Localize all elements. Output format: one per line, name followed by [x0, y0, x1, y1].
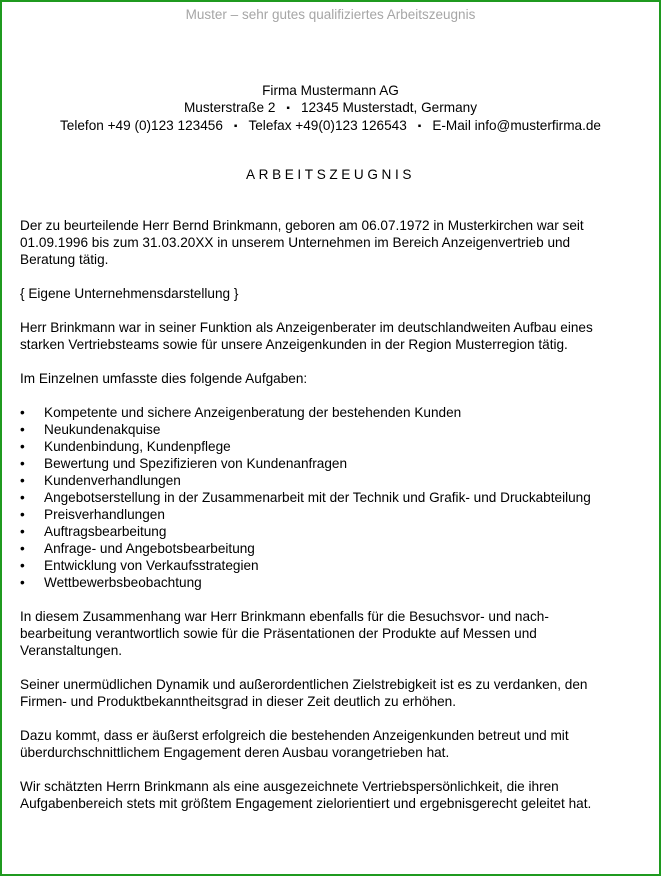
list-item [20, 489, 620, 506]
company-city: 12345 Musterstadt, Germany [300, 100, 477, 115]
bullet-icon: • [20, 558, 25, 573]
task-list [20, 404, 620, 591]
bullet-icon: • [20, 490, 25, 505]
paragraph-intro: Der zu beurteilende Herr Bernd Brinkmann, geboren am 06.07.1972 in Musterkirchen war seit 01.09.1996 bis zum 31.03.20XX in unserem Unternehmen im Bereich Anzeigenvertrieb und Beratung tätig. [20, 218, 584, 267]
task-text: Preisverhandlungen [44, 507, 165, 522]
list-item [20, 540, 620, 557]
task-text: Angebotserstellung in der Zusammenarbeit mit der Technik und Grafik- und Druckabteilung [44, 490, 591, 505]
company-letterhead [2, 82, 659, 135]
company-address [2, 99, 659, 117]
bullet-icon: • [20, 524, 25, 539]
separator-icon: ▪ [417, 121, 422, 132]
bullet-icon: • [20, 575, 25, 590]
bullet-icon: • [20, 439, 25, 454]
paragraph-success: Dazu kommt, dass er äußerst erfolgreich die bestehenden Anzeigenkunden betreut und mit überdurchschnittlichem Engagement deren Ausbau vorangetrieben hat. [20, 728, 569, 760]
list-item [20, 506, 620, 523]
separator-icon: ▪ [233, 121, 238, 132]
paragraph-tasks-intro: Im Einzelnen umfasste dies folgende Aufgaben: [20, 371, 308, 386]
document-body [20, 217, 620, 829]
task-text: Wettbewerbsbeobachtung [44, 575, 202, 590]
task-text: Auftragsbearbeitung [44, 524, 167, 539]
list-item [20, 574, 620, 591]
bullet-icon: • [20, 422, 25, 437]
list-item [20, 523, 620, 540]
paragraph-appreciation: Wir schätzten Herrn Brinkmann als eine ausgezeichnete Vertriebspersönlichkeit, die ihren Aufgabenbereich stets mit größtem Engagement zielorientiert und ergebnisgerecht geleitet hat. [20, 779, 592, 811]
watermark-title: Muster – sehr gutes qualifiziertes Arbeitszeugnis [185, 7, 476, 22]
company-phone: Telefon +49 (0)123 123456 [60, 118, 223, 133]
task-text: Bewertung und Spezifizieren von Kundenanfragen [44, 456, 348, 471]
task-text: Kompetente und sichere Anzeigenberatung der bestehenden Kunden [44, 405, 462, 420]
list-item [20, 472, 620, 489]
separator-icon: ▪ [286, 103, 290, 114]
paragraph-self-description: { Eigene Unternehmensdarstellung } [20, 286, 239, 301]
company-fax: Telefax +49(0)123 126543 [248, 118, 407, 133]
list-item [20, 421, 620, 438]
company-street: Musterstraße 2 [183, 100, 276, 115]
list-item [20, 557, 620, 574]
paragraph-context: In diesem Zusammenhang war Herr Brinkmann ebenfalls für die Besuchsvor- und nach-bearbeitung verantwortlich sowie für die Präsentationen der Produkte auf Messen und Veranstaltungen. [20, 609, 549, 658]
task-text: Kundenbindung, Kundenpflege [44, 439, 231, 454]
document-title: ARBEITSZEUGNIS [246, 167, 415, 182]
bullet-icon: • [20, 473, 25, 488]
bullet-icon: • [20, 507, 25, 522]
task-text: Anfrage- und Angebotsbearbeitung [44, 541, 255, 556]
company-email: E-Mail info@musterfirma.de [432, 118, 601, 133]
list-item [20, 455, 620, 472]
list-item [20, 404, 620, 421]
bullet-icon: • [20, 405, 25, 420]
task-text: Entwicklung von Verkaufsstrategien [44, 558, 259, 573]
list-item [20, 438, 620, 455]
task-text: Kundenverhandlungen [44, 473, 181, 488]
paragraph-function: Herr Brinkmann war in seiner Funktion als Anzeigenberater im deutschlandweiten Aufbau eines starken Vertriebsteams sowie für unsere Anzeigenkunden in der Region Musterregion tätig. [20, 320, 593, 352]
company-name: Firma Mustermann AG [262, 83, 399, 98]
bullet-icon: • [20, 456, 25, 471]
bullet-icon: • [20, 541, 25, 556]
paragraph-dynamics: Seiner unermüdlichen Dynamik und außerordentlichen Zielstrebigkeit ist es zu verdanken, den Firmen- und Produktbekanntheitsgrad in dieser Zeit deutlich zu erhöhen. [20, 677, 588, 709]
task-text: Neukundenakquise [44, 422, 161, 437]
company-contact [2, 117, 659, 135]
